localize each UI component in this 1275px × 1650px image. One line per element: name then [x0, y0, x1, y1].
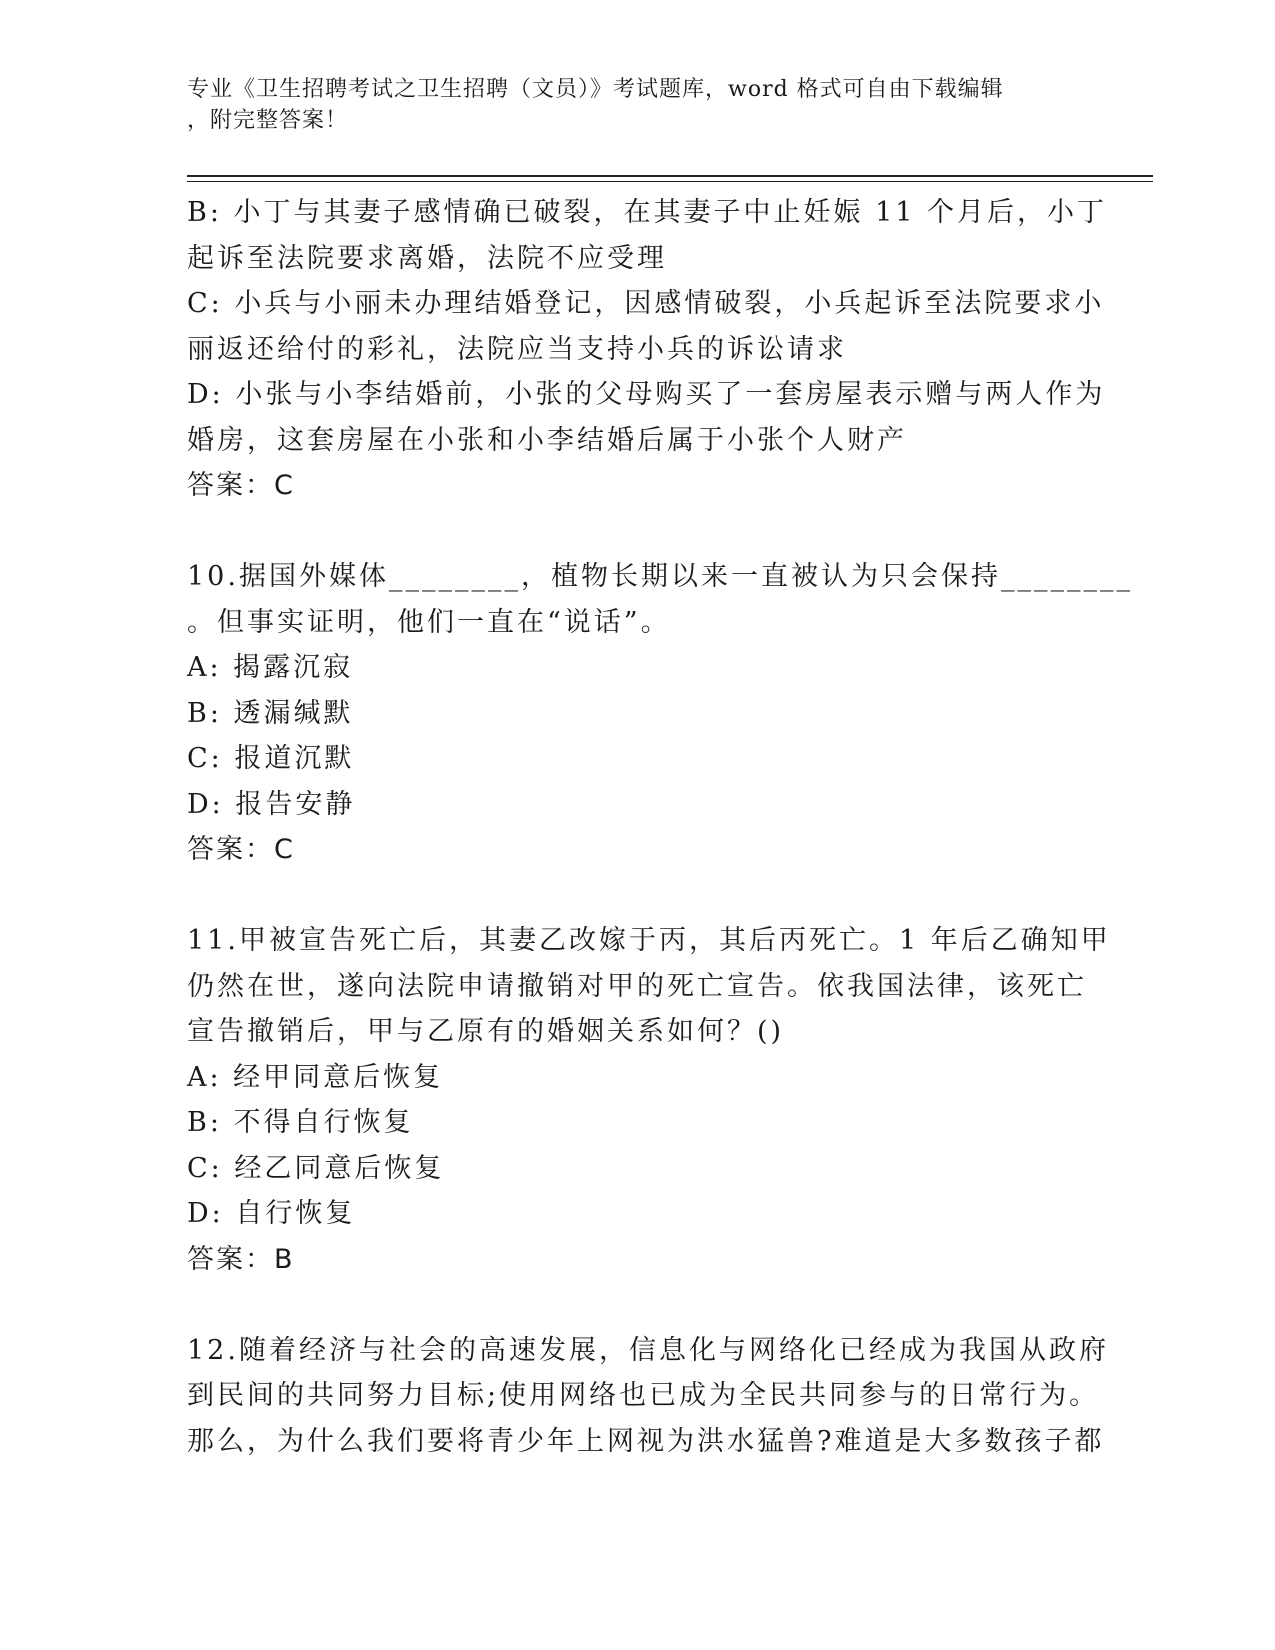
question-9-remainder	[187, 190, 1108, 509]
spacer	[187, 873, 1067, 919]
q9-option-c-line-2: 丽返还给付的彩礼，法院应当支持小兵的诉讼请求	[187, 333, 847, 365]
q9-option-b-line-2: 起诉至法院要求离婚，法院不应受理	[187, 242, 667, 274]
q9-answer: 答案：C	[187, 470, 295, 501]
question-10	[187, 554, 1133, 873]
spacer	[187, 509, 1067, 555]
question-11	[187, 918, 1111, 1282]
q9-option-d-line-1: D: 小张与小李结婚前，小张的父母购买了一套房屋表示赠与两人作为	[187, 379, 1106, 410]
q10-stem-line-1: 10.据国外媒体________，植物长期以来一直被认为只会保持________	[187, 561, 1133, 592]
q10-option-c: C: 报道沉默	[187, 743, 355, 774]
q10-answer: 答案：C	[187, 834, 295, 865]
q11-option-c: C: 经乙同意后恢复	[187, 1152, 445, 1184]
q9-option-d-line-2: 婚房，这套房屋在小张和小李结婚后属于小张个人财产	[187, 424, 907, 456]
q9-option-c-line-1: C: 小兵与小丽未办理结婚登记，因感情破裂，小兵起诉至法院要求小	[187, 288, 1105, 319]
q11-option-d: D: 自行恢复	[187, 1198, 356, 1229]
q9-option-b-line-1: B: 小丁与其妻子感情确已破裂，在其妻子中止妊娠 11 个月后，小丁	[187, 197, 1108, 228]
q12-stem-line-1: 12.随着经济与社会的高速发展，信息化与网络化已经成为我国从政府	[187, 1334, 1109, 1366]
page-header	[187, 74, 1067, 136]
q12-stem-line-2: 到民间的共同努力目标;使用网络也已成为全民共同参与的日常行为。	[187, 1380, 1100, 1411]
header-line-1: 专业《卫生招聘考试之卫生招聘（文员）》考试题库，word 格式可自由下载编辑	[187, 77, 1004, 102]
q10-stem-line-2: 。但事实证明，他们一直在“说话”。	[187, 606, 671, 638]
q10-option-b: B: 透漏缄默	[187, 697, 354, 729]
q10-option-d: D: 报告安静	[187, 788, 356, 820]
q11-option-a: A: 经甲同意后恢复	[187, 1061, 444, 1093]
q10-option-a: A: 揭露沉寂	[187, 652, 354, 683]
header-line-2: ，附完整答案！	[187, 108, 349, 133]
question-content	[187, 190, 1133, 1464]
header-rule-thick	[187, 175, 1153, 177]
q11-stem-line-3: 宣告撤销后，甲与乙原有的婚姻关系如何？()	[187, 1016, 785, 1047]
q11-answer: 答案：B	[187, 1243, 295, 1275]
q11-stem-line-1: 11.甲被宣告死亡后，其妻乙改嫁于丙，其后丙死亡。1 年后乙确知甲	[187, 925, 1111, 956]
question-12	[187, 1328, 1109, 1465]
q11-option-b: B: 不得自行恢复	[187, 1107, 414, 1138]
spacer	[187, 1282, 1067, 1328]
header-rule-thin	[187, 181, 1153, 182]
q12-stem-line-3: 那么，为什么我们要将青少年上网视为洪水猛兽?难道是大多数孩子都	[187, 1425, 1105, 1457]
q11-stem-line-2: 仍然在世，遂向法院申请撤销对甲的死亡宣告。依我国法律，该死亡	[187, 970, 1087, 1002]
